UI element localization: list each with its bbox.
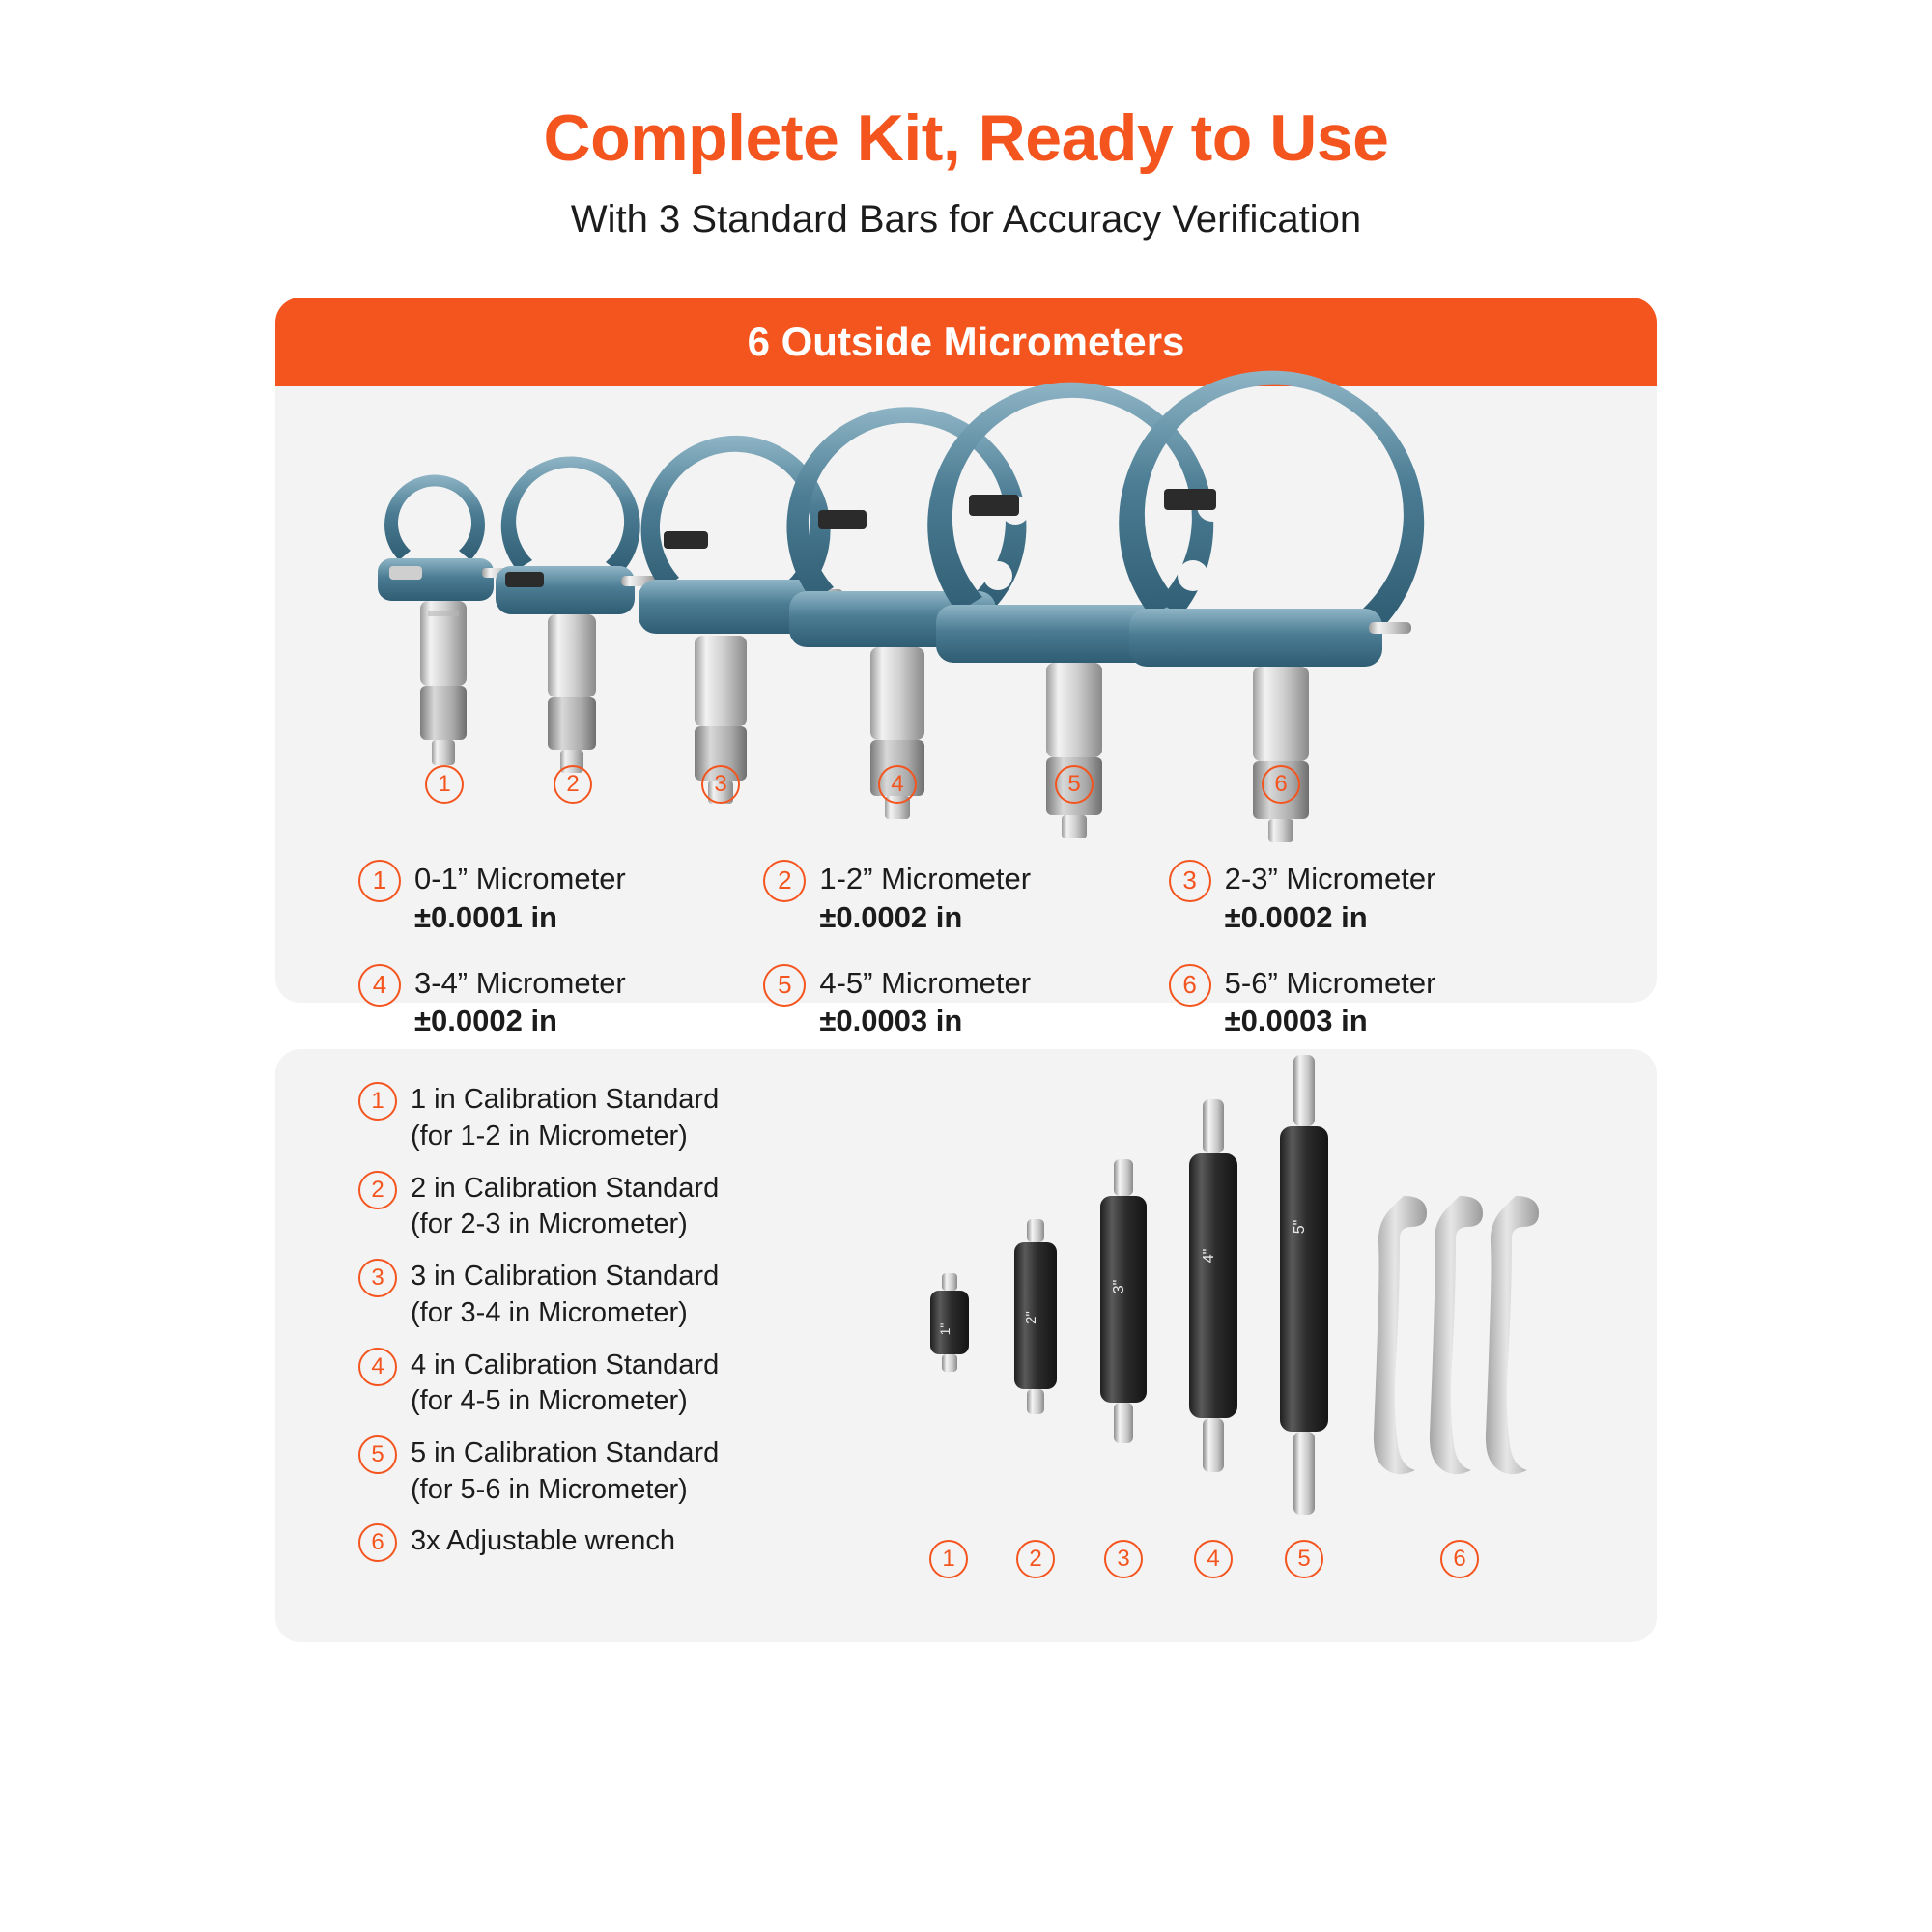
spec-item-3: [1169, 860, 1574, 936]
spec-badge-1: 1: [358, 860, 401, 902]
standards-line1-2: 2 in Calibration Standard: [411, 1172, 720, 1204]
micrometers-illustration: [275, 386, 1657, 850]
product-infographic-page: [193, 0, 1739, 1932]
micrometer-badge-1: 1: [425, 765, 464, 804]
bar-badge-5: 5: [1285, 1540, 1323, 1578]
spec-accuracy-4: ±0.0002 in: [414, 1004, 557, 1038]
standards-line1-6: 3x Adjustable wrench: [411, 1525, 676, 1557]
standards-line2-2: (for 2-3 in Micrometer): [411, 1208, 688, 1240]
micrometers-panel-title: 6 Outside Micrometers: [747, 319, 1185, 365]
standards-text-5: [411, 1435, 719, 1508]
spec-name-6: 5-6” Micrometer: [1224, 965, 1436, 1000]
bar-badge-2: 2: [1016, 1540, 1055, 1578]
standards-line2-5: (for 5-6 in Micrometer): [411, 1473, 688, 1505]
spec-item-6: [1169, 964, 1574, 1040]
standards-text-3: [411, 1259, 719, 1331]
page-title: Complete Kit, Ready to Use: [543, 101, 1389, 175]
svg-text:5": 5": [1292, 1220, 1308, 1235]
micrometer-badge-5: 5: [1055, 765, 1094, 804]
standards-item-5: [358, 1435, 861, 1508]
standards-panel: [275, 1049, 1657, 1642]
svg-text:4": 4": [1201, 1249, 1217, 1264]
spec-badge-3: 3: [1169, 860, 1211, 902]
micrometer-badge-4: 4: [878, 765, 917, 804]
spec-item-2: [763, 860, 1168, 936]
spec-item-1: [358, 860, 763, 936]
standards-stage-badges: [913, 1540, 1647, 1588]
calibration-bar-1-graphic: [930, 1273, 969, 1372]
spec-name-5: 4-5” Micrometer: [819, 965, 1032, 1000]
micrometer-1-graphic: [378, 475, 517, 766]
bar-badge-3: 3: [1104, 1540, 1143, 1578]
spec-accuracy-2: ±0.0002 in: [819, 900, 963, 935]
standards-text-4: [411, 1348, 719, 1420]
standards-item-1: [358, 1082, 861, 1154]
micrometer-spec-list: [275, 850, 1657, 1040]
spec-text-1: [414, 860, 626, 936]
standards-badge-3: 3: [358, 1259, 397, 1297]
spec-badge-5: 5: [763, 964, 806, 1007]
standards-line2-1: (for 1-2 in Micrometer): [411, 1121, 688, 1152]
standards-line2-3: (for 3-4 in Micrometer): [411, 1296, 688, 1328]
standards-badge-4: 4: [358, 1348, 397, 1386]
adjustable-wrench-graphic-3: [1486, 1196, 1539, 1474]
spec-accuracy-1: ±0.0001 in: [414, 900, 557, 935]
spec-accuracy-6: ±0.0003 in: [1224, 1004, 1368, 1038]
standards-item-3: [358, 1259, 861, 1331]
standards-text-2: [411, 1171, 719, 1243]
spec-text-3: [1225, 860, 1436, 936]
calibration-bar-5-graphic: [1280, 1055, 1328, 1515]
standards-item-2: [358, 1171, 861, 1243]
svg-text:3": 3": [1111, 1280, 1127, 1294]
micrometer-badge-6: 6: [1262, 765, 1300, 804]
svg-text:1": 1": [937, 1323, 952, 1336]
standards-item-6: [358, 1523, 861, 1562]
spec-text-6: [1225, 964, 1436, 1040]
micrometers-panel-header: [275, 298, 1657, 386]
spec-name-2: 1-2” Micrometer: [819, 862, 1032, 896]
standards-list: [358, 1082, 861, 1577]
spec-accuracy-5: ±0.0003 in: [819, 1004, 963, 1038]
standards-illustration: [913, 1049, 1647, 1642]
header: [193, 0, 1739, 242]
standards-badge-6: 6: [358, 1523, 397, 1562]
standards-line1-5: 5 in Calibration Standard: [411, 1436, 720, 1468]
micrometer-badge-3: 3: [701, 765, 740, 804]
calibration-bar-2-graphic: [1014, 1219, 1057, 1414]
spec-badge-4: 4: [358, 964, 401, 1007]
spec-badge-6: 6: [1169, 964, 1211, 1007]
standards-line2-4: (for 4-5 in Micrometer): [411, 1385, 688, 1417]
micrometer-2-graphic: [496, 457, 658, 774]
bar-badge-4: 4: [1194, 1540, 1233, 1578]
standards-item-4: [358, 1348, 861, 1420]
standards-line1-1: 1 in Calibration Standard: [411, 1084, 720, 1116]
micrometers-panel: [275, 298, 1657, 1038]
spec-text-5: [819, 964, 1031, 1040]
spec-text-2: [819, 860, 1031, 936]
standards-badge-5: 5: [358, 1435, 397, 1474]
page-subtitle: With 3 Standard Bars for Accuracy Verification: [570, 198, 1362, 242]
standards-text-1: [411, 1082, 719, 1154]
spec-item-5: [763, 964, 1168, 1040]
calibration-bar-4-graphic: [1189, 1099, 1237, 1472]
spec-text-4: [414, 964, 626, 1040]
calibration-bar-3-graphic: [1100, 1159, 1147, 1443]
spec-accuracy-3: ±0.0002 in: [1224, 900, 1368, 935]
micrometer-badge-2: 2: [554, 765, 592, 804]
bar-badge-6: 6: [1440, 1540, 1479, 1578]
micrometer-stage-badges: [275, 765, 1657, 813]
adjustable-wrench-graphic-1: [1374, 1196, 1427, 1474]
standards-text-6: [411, 1523, 675, 1560]
spec-name-4: 3-4” Micrometer: [414, 965, 626, 1000]
adjustable-wrench-graphic-2: [1430, 1196, 1483, 1474]
spec-name-3: 2-3” Micrometer: [1224, 862, 1436, 896]
spec-badge-2: 2: [763, 860, 806, 902]
standards-badge-2: 2: [358, 1171, 397, 1209]
bar-badge-1: 1: [929, 1540, 968, 1578]
svg-text:2": 2": [1023, 1311, 1039, 1325]
standards-badge-1: 1: [358, 1082, 397, 1121]
standards-line1-4: 4 in Calibration Standard: [411, 1349, 720, 1380]
spec-name-1: 0-1” Micrometer: [414, 862, 626, 896]
spec-item-4: [358, 964, 763, 1040]
standards-line1-3: 3 in Calibration Standard: [411, 1261, 720, 1293]
